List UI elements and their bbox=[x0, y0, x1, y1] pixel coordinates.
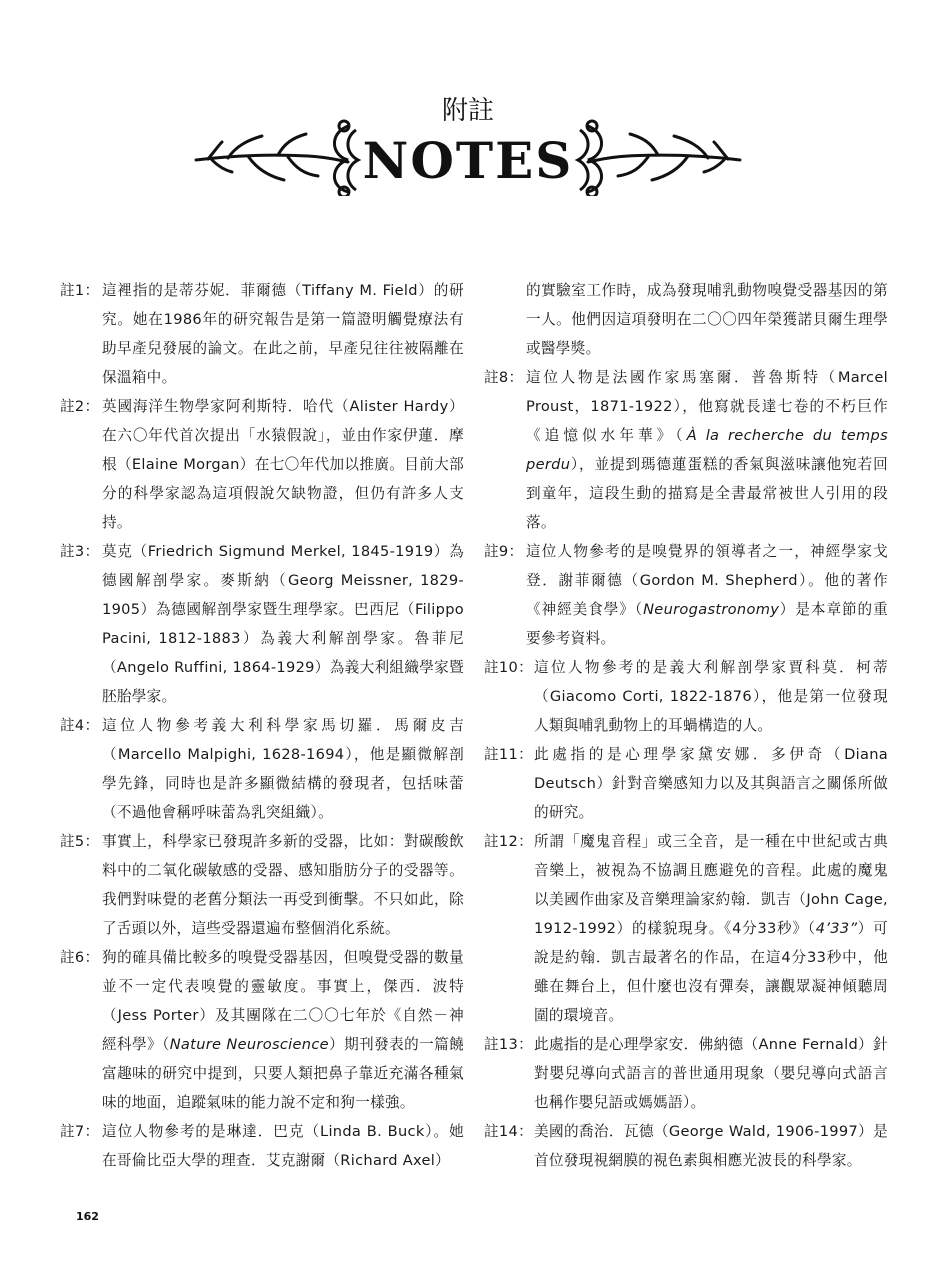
note-text-part: 狗的確具備比較多的嗅覺受器基因，但嗅覺受器的數量並不一定代表嗅覺的靈敏度。事實上，傑西．波特（Jess Porter）及其團隊在二〇〇七年於《自然－神經科學》（ bbox=[102, 949, 464, 1053]
note-text-part: ）是本章節的重要參考資料。 bbox=[526, 601, 888, 647]
note-5 bbox=[60, 827, 464, 943]
note-text bbox=[526, 363, 888, 537]
note-12 bbox=[484, 827, 888, 1030]
note-text: 這位人物參考的是義大利解剖學家賈科莫．柯蒂（Giacomo Corti, 1822-1876），他是第一位發現人類與哺乳動物上的耳蝸構造的人。 bbox=[534, 659, 888, 734]
note-4 bbox=[60, 711, 464, 827]
note-label: 註13： bbox=[484, 1036, 533, 1053]
journal-title: Nature Neuroscience bbox=[169, 1036, 329, 1053]
note-7-continued bbox=[484, 276, 888, 363]
book-title: À la recherche du temps perdu bbox=[526, 427, 889, 473]
note-13 bbox=[484, 1030, 888, 1117]
note-text: 此處指的是心理學家黛安娜．多伊奇（Diana Deutsch）針對音樂感知力以及其與語言之關係所做的研究。 bbox=[534, 746, 888, 821]
book-title: Neurogastronomy bbox=[643, 601, 780, 618]
note-text: 事實上，科學家已發現許多新的受器，比如：對碳酸飲料中的二氧化碳敏感的受器、感知脂肪分子的受器等。我們對味覺的老舊分類法一再受到衝擊。不只如此，除了舌頭以外，這些受器還遍布整個消化系統。 bbox=[102, 833, 464, 937]
note-3 bbox=[60, 537, 464, 711]
note-text: 這位人物參考義大利科學家馬切羅．馬爾皮吉（Marcello Malpighi, 1628-1694），他是顯微解剖學先鋒，同時也是許多顯微結構的發現者，包括味蕾（不過他會稱呼味蕾為乳突組織）。 bbox=[102, 717, 464, 821]
note-text: 這位人物參考的是琳達．巴克（Linda B. Buck）。她在哥倫比亞大學的理查．艾克謝爾（Richard Axel） bbox=[102, 1123, 464, 1169]
note-text: 莫克（Friedrich Sigmund Merkel, 1845-1919）為德國解剖學家。麥斯納（Georg Meissner, 1829-1905）為德國解剖學家暨生理學家。巴西尼（Filippo Pacini, 1812-1883）為義大利解剖學家。魯菲尼（Angelo Ruffini, 1864-1929）為義大利組織學家暨胚胎學家。 bbox=[102, 543, 464, 705]
note-text bbox=[102, 943, 464, 1117]
note-label: 註5： bbox=[60, 833, 100, 850]
notes-ornament bbox=[188, 116, 748, 196]
note-label: 註10： bbox=[484, 659, 533, 676]
note-label: 註7： bbox=[60, 1123, 100, 1140]
note-8 bbox=[484, 363, 888, 537]
header-subtitle: 附註 bbox=[441, 96, 494, 126]
note-text bbox=[534, 827, 888, 1030]
note-14 bbox=[484, 1117, 888, 1175]
note-label: 註2： bbox=[60, 398, 100, 415]
work-title: 4’33” bbox=[815, 920, 858, 937]
note-text-part: ）可說是約翰．凱吉最著名的作品，在這4分33秒中，他雖在舞台上，但什麼也沒有彈奏，讓觀眾凝神傾聽周圍的環境音。 bbox=[534, 920, 888, 1024]
note-text-part: ）期刊發表的一篇饒富趣味的研究中提到，只要人類把鼻子靠近充滿各種氣味的地面，追蹤氣味的能力說不定和狗一樣強。 bbox=[102, 1036, 464, 1111]
note-1 bbox=[60, 276, 464, 392]
note-text-part: 這位人物參考的是嗅覺界的領導者之一，神經學家戈登．謝菲爾德（Gordon M. Shepherd）。他的著作《神經美食學》（ bbox=[526, 543, 888, 618]
page-number: 162 bbox=[76, 1210, 99, 1223]
note-text: 英國海洋生物學家阿利斯特．哈代（Alister Hardy）在六〇年代首次提出「水猿假說」，並由作家伊蓮．摩根（Elaine Morgan）在七〇年代加以推廣。目前大部分的科學家認為這項假說欠缺物證，但仍有許多人支持。 bbox=[102, 398, 464, 531]
note-7 bbox=[60, 1117, 464, 1175]
note-label: 註8： bbox=[484, 369, 524, 386]
note-text-part: 這位人物是法國作家馬塞爾．普魯斯特（Marcel Proust，1871-1922），他寫就長達七卷的不朽巨作《追憶似水年華》（ bbox=[526, 369, 888, 444]
note-10 bbox=[484, 653, 888, 740]
note-11 bbox=[484, 740, 888, 827]
note-text-part: ），並提到瑪德蓮蛋糕的香氣與滋味讓他宛若回到童年，這段生動的描寫是全書最常被世人引用的段落。 bbox=[526, 456, 888, 531]
note-6 bbox=[60, 943, 464, 1117]
note-text: 美國的喬治．瓦德（George Wald, 1906-1997）是首位發現視網膜的視色素與相應光波長的科學家。 bbox=[534, 1123, 888, 1169]
note-label: 註9： bbox=[484, 543, 524, 560]
page-header bbox=[0, 88, 936, 198]
note-text: 這裡指的是蒂芬妮．菲爾德（Tiffany M. Field）的研究。她在1986年的研究報告是第一篇證明觸覺療法有助早產兒發展的論文。在此之前，早產兒往往被隔離在保溫箱中。 bbox=[102, 282, 464, 386]
left-branch-ornament bbox=[196, 134, 348, 180]
note-label: 註3： bbox=[60, 543, 100, 560]
note-label: 註1： bbox=[60, 282, 100, 299]
note-text: 此處指的是心理學家安．佛納德（Anne Fernald）針對嬰兒導向式語言的普世通用現象（嬰兒導向式語言也稱作嬰兒語或媽媽語）。 bbox=[534, 1036, 888, 1111]
notes-right-column bbox=[484, 276, 888, 1175]
note-text: 的實驗室工作時，成為發現哺乳動物嗅覺受器基因的第一人。他們因這項發明在二〇〇四年榮獲諾貝爾生理學或醫學獎。 bbox=[526, 282, 888, 357]
note-label: 註11： bbox=[484, 746, 533, 763]
right-branch-ornament bbox=[588, 134, 740, 180]
note-2 bbox=[60, 392, 464, 537]
note-label: 註4： bbox=[60, 717, 100, 734]
note-9 bbox=[484, 537, 888, 653]
note-label: 註6： bbox=[60, 949, 100, 966]
note-text bbox=[526, 537, 888, 653]
notes-title: NOTES bbox=[362, 131, 574, 190]
note-text-part: 所謂「魔鬼音程」或三全音，是一種在中世紀或古典音樂上，被視為不協調且應避免的音程。此處的魔鬼以美國作曲家及音樂理論家約翰．凱吉（John Cage, 1912-1992）的樣貌現身。《4分33秒》（ bbox=[534, 833, 888, 937]
note-label: 註14： bbox=[484, 1123, 533, 1140]
notes-left-column bbox=[60, 276, 464, 1175]
note-label: 註12： bbox=[484, 833, 533, 850]
